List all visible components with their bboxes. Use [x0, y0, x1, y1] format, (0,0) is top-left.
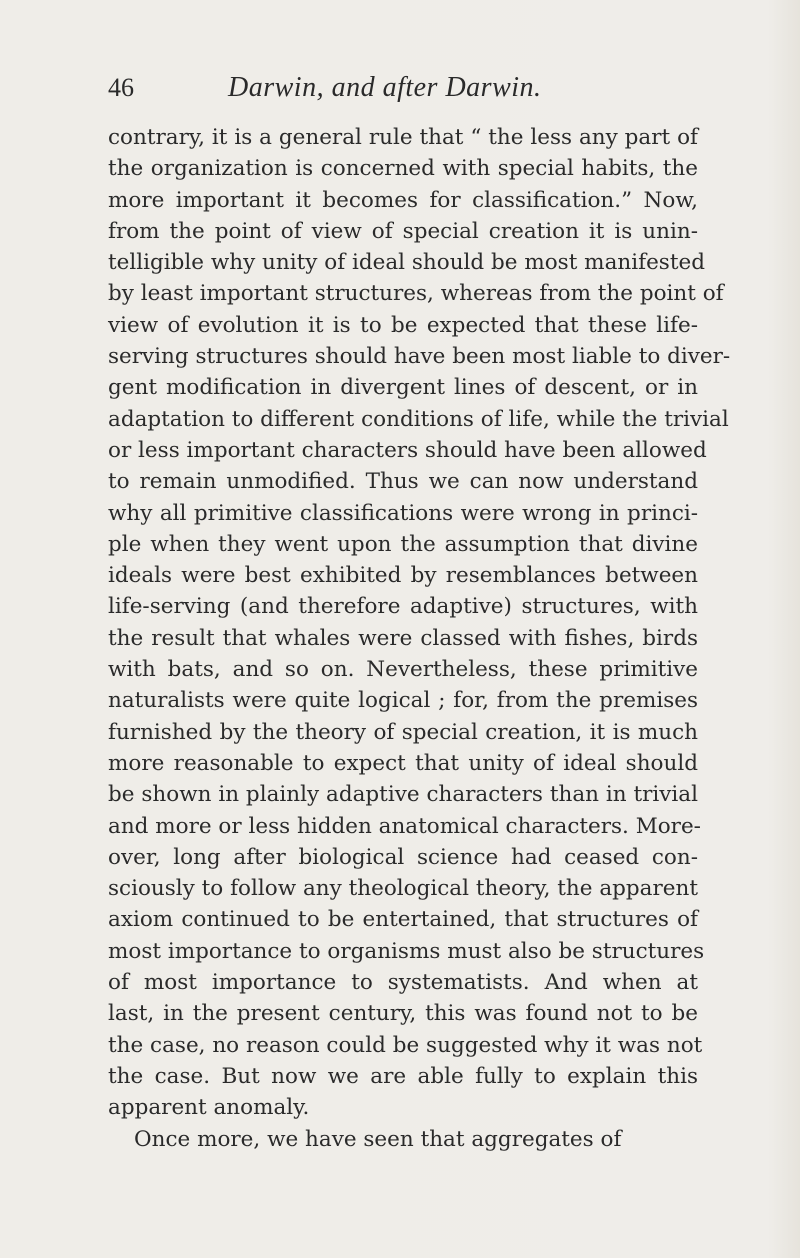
text-line: be shown in plainly adaptive characters than in trivial — [108, 782, 698, 808]
text-line: more reasonable to expect that unity of ideal should — [108, 750, 698, 776]
text-line: apparent anomaly. — [108, 1095, 310, 1121]
text-line: Once more, we have seen that aggregates of — [134, 1126, 622, 1152]
text-line: last, in the present century, this was found not to be — [108, 1001, 698, 1027]
body-text — [108, 122, 731, 1155]
text-line: telligible why unity of ideal should be most manifested — [108, 250, 705, 276]
text-line: ideals were best exhibited by resemblances between — [108, 563, 698, 589]
text-line: sciously to follow any theological theory, the apparent — [108, 876, 698, 902]
text-line: ple when they went upon the assumption that divine — [108, 531, 698, 557]
text-line: with bats, and so on. Nevertheless, these primitive — [108, 657, 698, 683]
text-line: adaptation to different conditions of life, while the trivial — [108, 406, 729, 432]
text-line: the case, no reason could be suggested why it was not — [108, 1032, 703, 1058]
text-line: axiom continued to be entertained, that structures of — [108, 907, 698, 933]
text-line: life-serving (and therefore adaptive) structures, with — [108, 594, 698, 620]
text-line: naturalists were quite logical ; for, from the premises — [108, 688, 698, 714]
text-line: by least important structures, whereas from the point of — [108, 281, 724, 307]
running-head — [108, 68, 708, 108]
text-line: view of evolution it is to be expected that these life- — [108, 312, 698, 338]
text-line: over, long after biological science had ceased con- — [108, 844, 698, 870]
text-line: why all primitive classifications were wrong in princi- — [108, 500, 698, 526]
book-title: Darwin, and after Darwin. — [228, 72, 542, 103]
page-number: 46 — [108, 73, 134, 102]
text-line: serving structures should have been most liable to diver- — [108, 344, 731, 370]
text-line: or less important characters should have been allowed — [108, 437, 707, 463]
text-line: furnished by the theory of special creation, it is much — [108, 719, 698, 745]
text-line: more important it becomes for classification.” Now, — [108, 187, 698, 213]
text-line: the case. But now we are able fully to explain this — [108, 1063, 698, 1089]
text-line: to remain unmodified. Thus we can now understand — [108, 469, 698, 495]
text-line: from the point of view of special creation it is unin- — [108, 218, 698, 244]
text-line: and more or less hidden anatomical characters. More- — [108, 813, 701, 839]
text-line: gent modification in divergent lines of descent, or in — [108, 375, 698, 401]
text-line: contrary, it is a general rule that “ the less any part of — [108, 125, 698, 150]
text-line: of most importance to systematists. And when at — [108, 970, 698, 996]
text-line: the organization is concerned with special habits, the — [108, 156, 698, 182]
text-line: the result that whales were classed with fishes, birds — [108, 625, 698, 651]
text-line: most importance to organisms must also be structures — [108, 938, 705, 964]
